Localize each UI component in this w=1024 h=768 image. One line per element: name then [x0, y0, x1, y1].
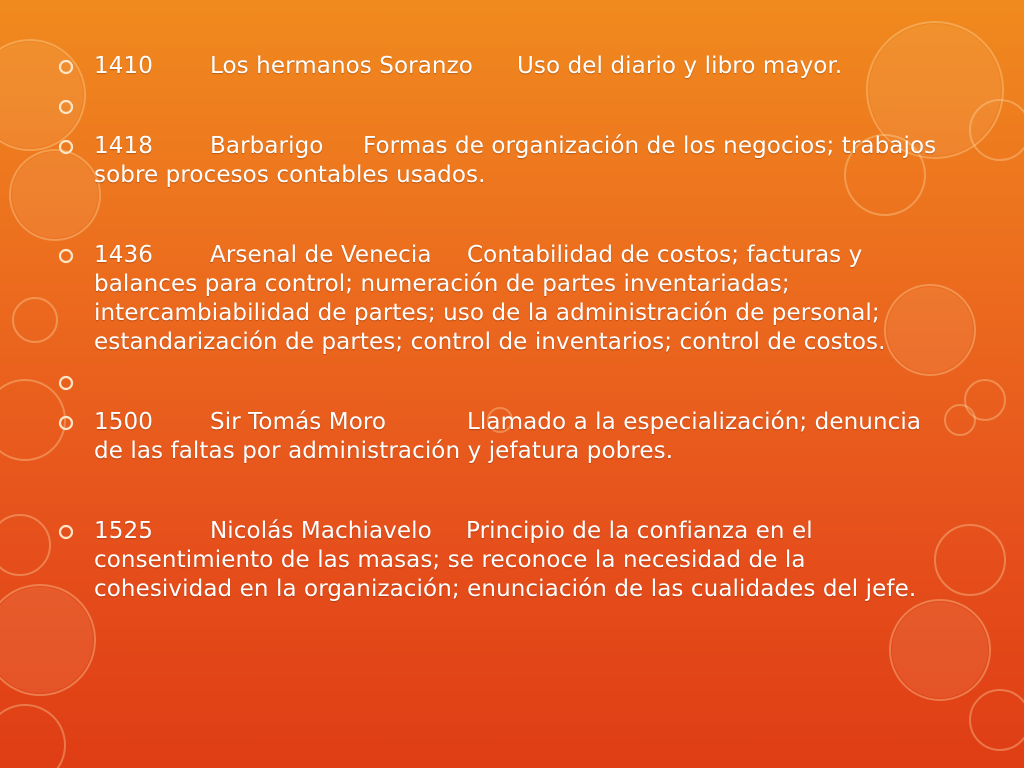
entry-year: 1436: [94, 242, 153, 268]
list-item-empty: [58, 92, 938, 121]
entry-who: Sir Tomás Moro: [210, 409, 387, 435]
entry-who: Los hermanos Soranzo: [210, 53, 473, 79]
entry-year: 1410: [94, 53, 153, 79]
entry-text: Llamado a la especialización; denuncia de las faltas por administración y jefatura pobres.: [94, 409, 922, 464]
entry-text: Contabilidad de costos; facturas y balances para control; numeración de partes inventariadas; intercambiabilidad de partes; uso de la administración de personal; estandarización de partes; control de inventarios; control de costos.: [94, 242, 886, 355]
entry-year: 1525: [94, 518, 153, 544]
hollow-circle-icon: [58, 139, 74, 155]
list-item: [58, 241, 938, 357]
entry-year: 1418: [94, 133, 153, 159]
hollow-circle-icon: [58, 99, 74, 115]
hollow-circle-icon: [58, 415, 74, 431]
bullet-list: [58, 52, 938, 604]
list-item: [58, 52, 938, 81]
list-item: [58, 517, 938, 604]
list-item: [58, 132, 938, 190]
entry-year: 1500: [94, 409, 153, 435]
entry-text: Formas de organización de los negocios; trabajos sobre procesos contables usados.: [94, 133, 937, 188]
entry-who: Barbarigo: [210, 133, 324, 159]
entry-who: Arsenal de Venecia: [210, 242, 432, 268]
list-item: [58, 408, 938, 466]
entry-text: Principio de la confianza en el consentimiento de las masas; se reconoce la necesidad de la cohesividad en la organización; enunciación de las cualidades del jefe.: [94, 518, 917, 602]
hollow-circle-icon: [58, 248, 74, 264]
hollow-circle-icon: [58, 524, 74, 540]
list-item-empty: [58, 368, 938, 397]
hollow-circle-icon: [58, 59, 74, 75]
entry-who: Nicolás Machiavelo: [210, 518, 432, 544]
hollow-circle-icon: [58, 375, 74, 391]
entry-text: Uso del diario y libro mayor.: [517, 53, 843, 79]
